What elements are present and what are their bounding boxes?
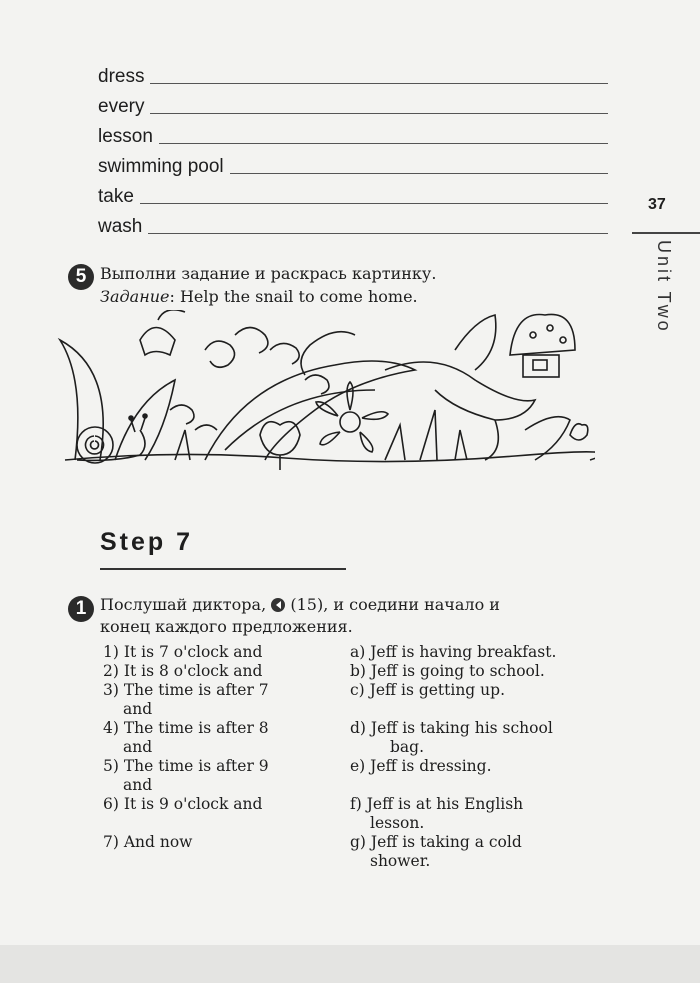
sentence-start-cont: [103, 814, 350, 833]
sentence-start-cont: and: [123, 738, 153, 756]
word-item: take: [98, 186, 134, 207]
match-row: [103, 852, 613, 871]
word-row: [98, 90, 608, 120]
sentence-start[interactable]: 3) The time is after 7: [103, 681, 269, 699]
word-item: dress: [98, 66, 145, 87]
sentence-end[interactable]: g) Jeff is taking a cold: [350, 833, 522, 851]
sentence-end[interactable]: d) Jeff is taking his school: [350, 719, 553, 737]
match-row: [103, 833, 613, 852]
matching-exercise: [103, 643, 613, 871]
word-item: swimming pool: [98, 156, 224, 177]
sentence-start-cont: and: [123, 776, 153, 794]
writing-line[interactable]: [230, 173, 608, 174]
word-row: [98, 150, 608, 180]
task-number-badge: 1: [68, 596, 94, 622]
margin-divider: [632, 232, 700, 234]
task-label: Задание: [100, 287, 170, 306]
sentence-start[interactable]: 1) It is 7 o'clock and: [103, 643, 263, 661]
match-row: [103, 719, 613, 738]
match-row: [103, 700, 613, 719]
writing-line[interactable]: [148, 233, 608, 234]
match-row: [103, 795, 613, 814]
match-row: [103, 814, 613, 833]
word-row: [98, 120, 608, 150]
word-item: lesson: [98, 126, 153, 147]
audio-track-text: (15), и соедини начало и: [290, 595, 500, 614]
writing-line[interactable]: [159, 143, 608, 144]
sentence-end[interactable]: a) Jeff is having breakfast.: [350, 643, 557, 661]
word-list: [98, 60, 608, 240]
match-row: [103, 643, 613, 662]
sentence-end-cont: shower.: [370, 852, 431, 870]
sentence-end-cont: bag.: [390, 738, 425, 756]
sentence-start-cont: [103, 852, 350, 871]
sentence-end[interactable]: f) Jeff is at his English: [350, 795, 524, 813]
task5-assignment: [100, 286, 418, 308]
page-bottom-edge: [0, 945, 700, 983]
sentence-end[interactable]: b) Jeff is going to school.: [350, 662, 545, 680]
writing-line[interactable]: [150, 83, 608, 84]
word-row: [98, 60, 608, 90]
word-item: wash: [98, 216, 143, 237]
instruction-text: Послушай диктора,: [100, 595, 267, 614]
sentence-start[interactable]: 2) It is 8 o'clock and: [103, 662, 263, 680]
match-row: [103, 757, 613, 776]
sentence-start[interactable]: 6) It is 9 o'clock and: [103, 795, 263, 813]
step-underline: [100, 568, 346, 570]
sentence-end-cont: [370, 700, 613, 719]
sentence-end[interactable]: c) Jeff is getting up.: [350, 681, 505, 699]
task-number-badge: 5: [68, 264, 94, 290]
writing-line[interactable]: [150, 113, 608, 114]
audio-speaker-icon[interactable]: [271, 598, 285, 612]
word-item: every: [98, 96, 145, 117]
writing-line[interactable]: [140, 203, 608, 204]
sentence-start[interactable]: 7) And now: [103, 833, 193, 851]
unit-label: Unit Two: [654, 240, 674, 334]
word-row: [98, 210, 608, 240]
snail-maze-illustration[interactable]: [55, 310, 595, 490]
sentence-start[interactable]: 5) The time is after 9: [103, 757, 269, 775]
sentence-start-cont: and: [123, 700, 153, 718]
sentence-end-cont: [370, 776, 613, 795]
match-row: [103, 662, 613, 681]
task1-instruction-line2: конец каждого предложения.: [100, 617, 353, 636]
page-number: 37: [648, 196, 666, 213]
match-row: [103, 776, 613, 795]
word-row: [98, 180, 608, 210]
match-row: [103, 681, 613, 700]
task5-instruction: Выполни задание и раскрась картинку.: [100, 264, 437, 283]
sentence-end-cont: lesson.: [370, 814, 425, 832]
task1-instruction: [100, 594, 500, 616]
step-heading: Step 7: [100, 528, 194, 556]
match-row: [103, 738, 613, 757]
task-text: : Help the snail to come home.: [169, 287, 418, 306]
sentence-end[interactable]: e) Jeff is dressing.: [350, 757, 492, 775]
sentence-start[interactable]: 4) The time is after 8: [103, 719, 269, 737]
